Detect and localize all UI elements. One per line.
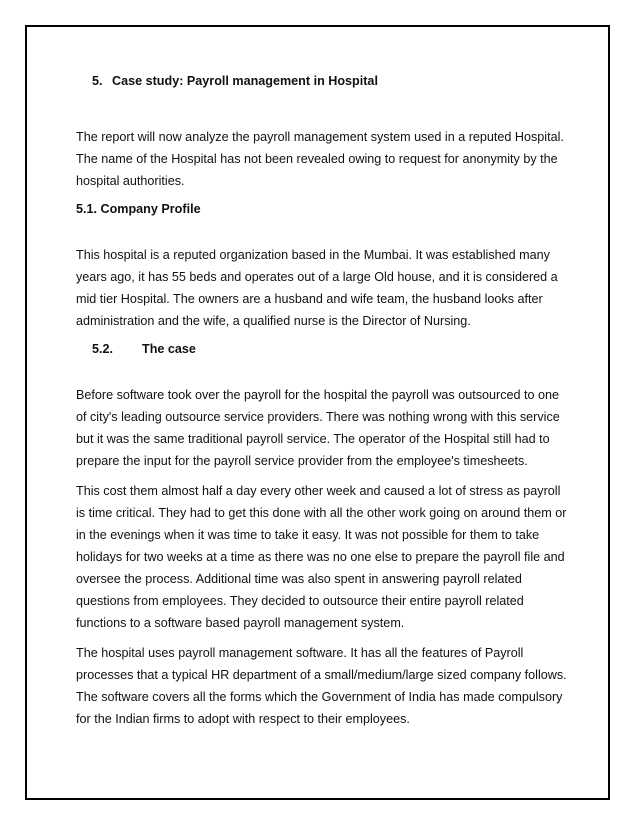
heading-number: 5.2.: [92, 342, 114, 356]
text-line: in the evenings when it was time to take it easy. It was not possible for them to take: [76, 528, 540, 542]
text-line: hospital authorities.: [76, 174, 185, 188]
case-paragraph-3: [76, 642, 570, 730]
text-line: is time critical. They had to get this done with all the other work going on around them or: [76, 506, 567, 520]
text-line: mid tier Hospital. The owners are a husband and wife team, the husband looks after: [76, 292, 543, 306]
text-line: of city's leading outsource service providers. There was nothing wrong with this service: [76, 410, 560, 424]
text-line: prepare the input for the payroll service provider from the employee's timesheets.: [76, 454, 528, 468]
text-line: functions to a software based payroll management system.: [76, 616, 405, 630]
case-paragraph-1: [76, 384, 570, 472]
text-line: The name of the Hospital has not been revealed owing to request for anonymity by the: [76, 152, 558, 166]
text-line: years ago, it has 55 beds and operates out of a large Old house, and it is considered a: [76, 270, 558, 284]
text-line: administration and the wife, a qualified nurse is the Director of Nursing.: [76, 314, 471, 328]
text-line: Before software took over the payroll for the hospital the payroll was outsourced to one: [76, 388, 560, 402]
text-line: questions from employees. They decided to outsource their entire payroll related: [76, 594, 524, 608]
text-line: but it was the same traditional payroll service. The operator of the Hospital still had to: [76, 432, 550, 446]
company-profile-paragraph: [76, 244, 570, 332]
heading-the-case: [92, 340, 570, 358]
text-line: for the Indian firms to adopt with respect to their employees.: [76, 712, 410, 726]
text-line: This cost them almost half a day every other week and caused a lot of stress as payroll: [76, 484, 561, 498]
text-line: The report will now analyze the payroll management system used in a reputed Hospital.: [76, 130, 564, 144]
heading-text: The case: [142, 342, 196, 356]
heading-text: Case study: Payroll management in Hospital: [112, 74, 378, 88]
text-line: processes that a typical HR department of a small/medium/large sized company follows.: [76, 668, 567, 682]
heading-company-profile: 5.1. Company Profile: [76, 202, 201, 216]
text-line: The hospital uses payroll management software. It has all the features of Payroll: [76, 646, 524, 660]
text-line: holidays for two weeks at a time as there was no one else to prepare the payroll file and: [76, 550, 565, 564]
text-line: oversee the process. Additional time was also spent in answering payroll related: [76, 572, 522, 586]
text-line: This hospital is a reputed organization based in the Mumbai. It was established many: [76, 248, 550, 262]
heading-number: 5.: [92, 74, 103, 88]
intro-paragraph: [76, 126, 570, 192]
heading-case-study: [92, 72, 570, 90]
case-paragraph-2: [76, 480, 570, 634]
text-line: The software covers all the forms which the Government of India has made compulsory: [76, 690, 563, 704]
document-body: [76, 72, 570, 730]
